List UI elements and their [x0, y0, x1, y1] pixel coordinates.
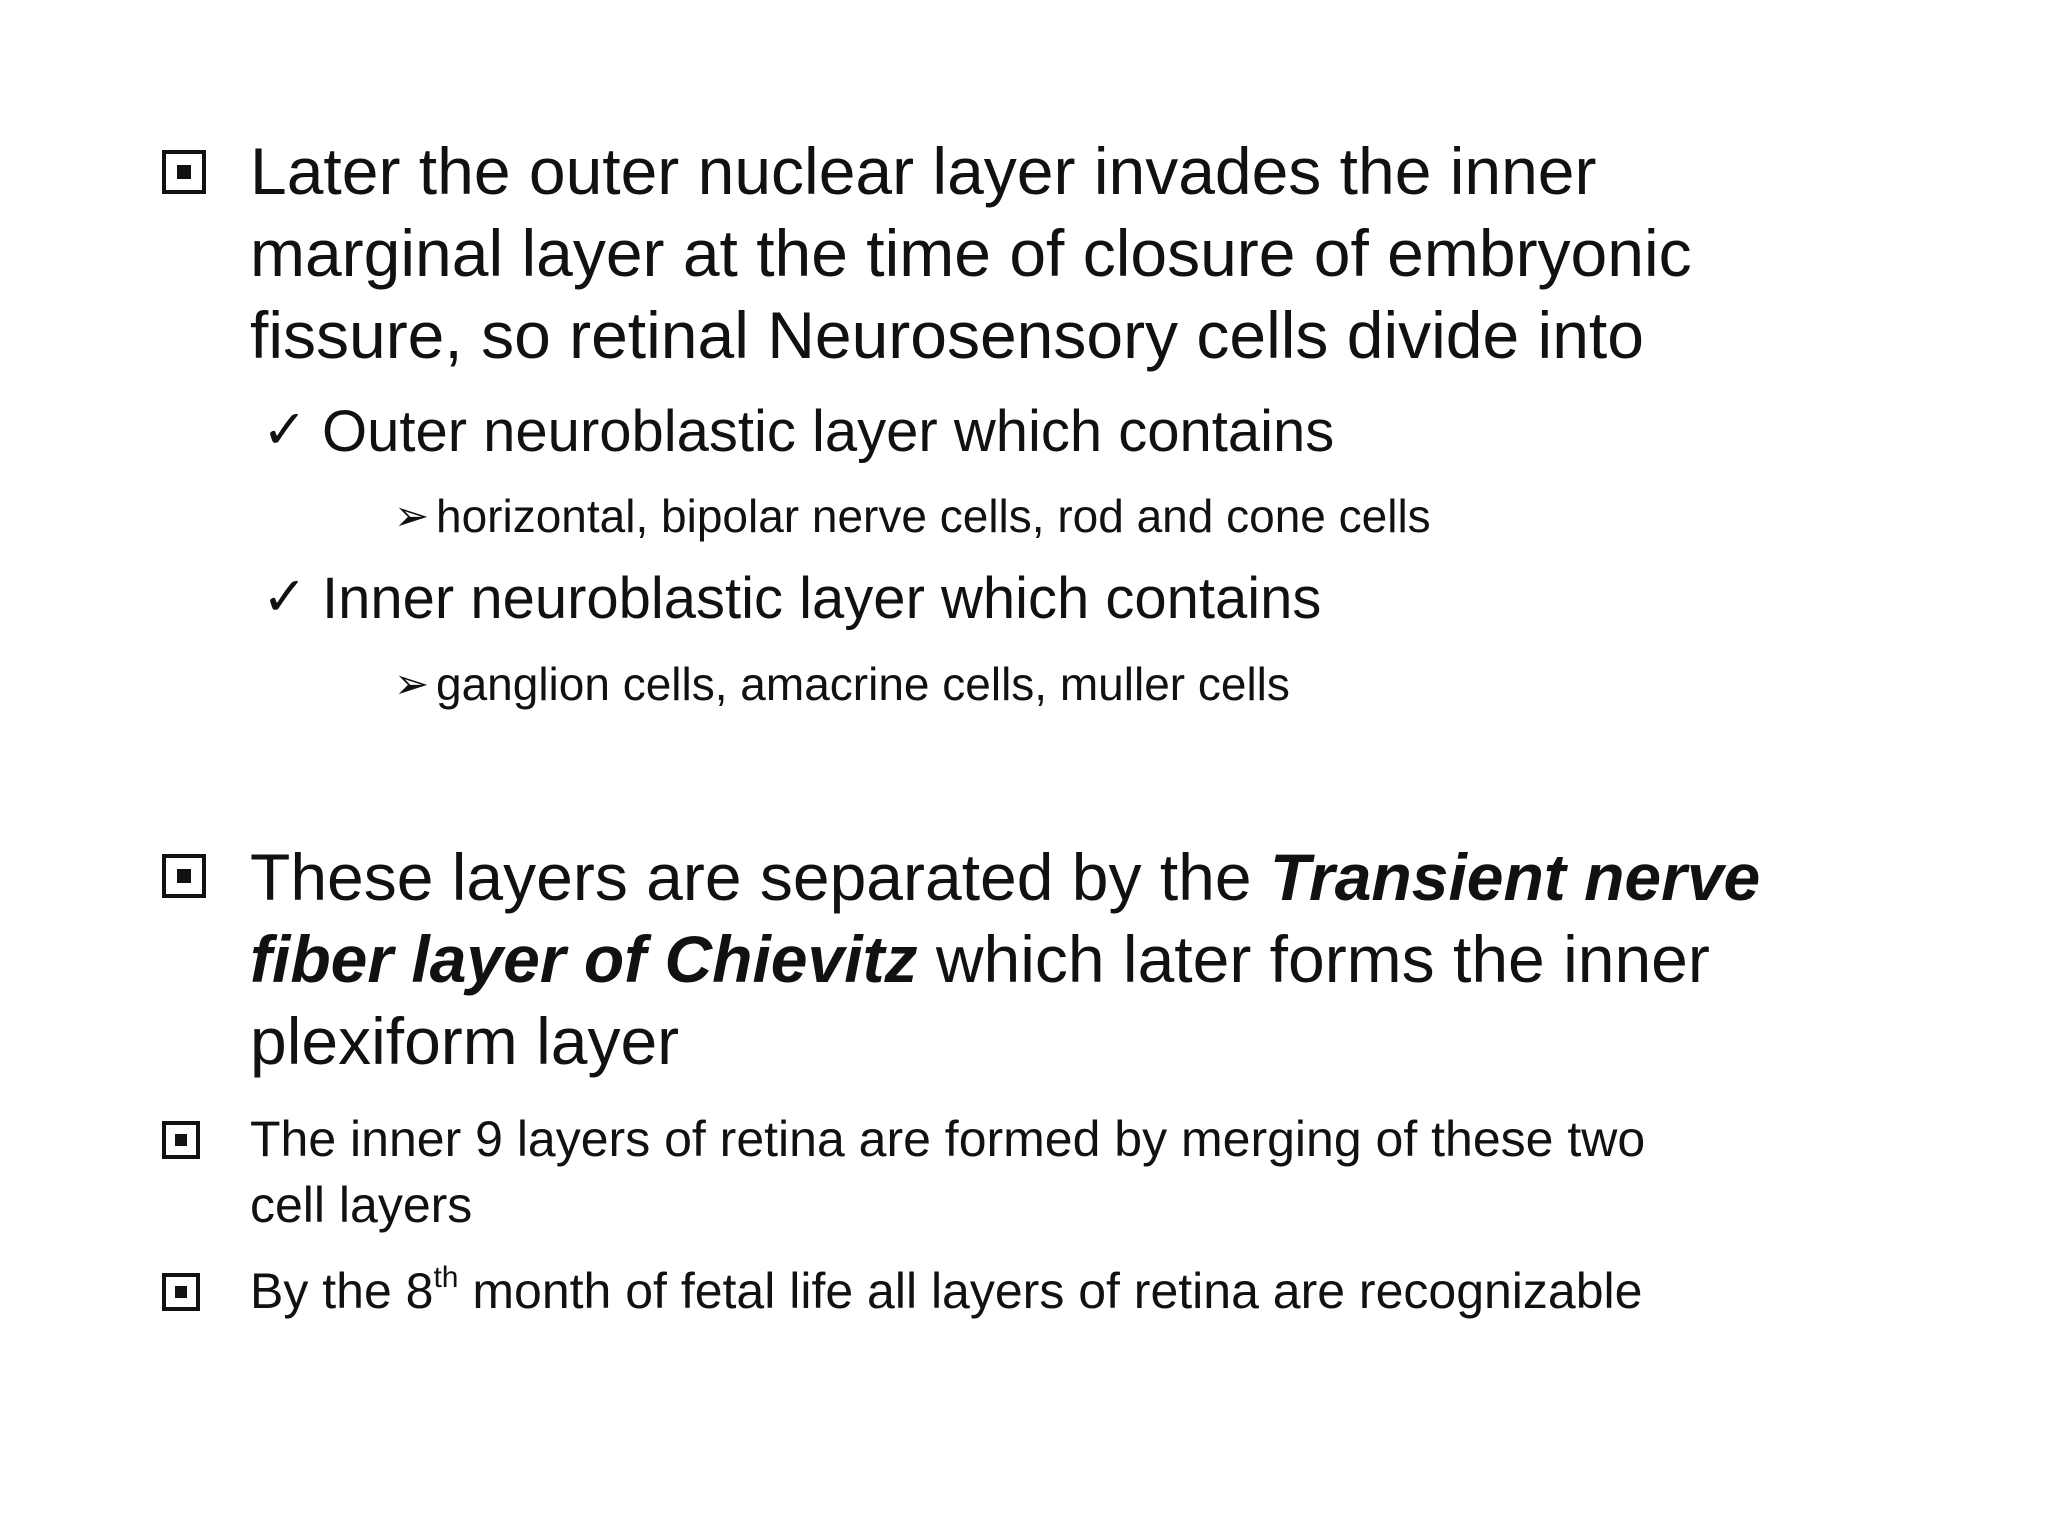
bullet-box-icon [162, 150, 206, 194]
arrowhead-bullet-icon: ➢ [394, 660, 430, 707]
bullet2-post: which later forms the inner [917, 922, 1710, 996]
bullet1-line1: Later the outer nuclear layer invades the inner [250, 134, 1597, 208]
bullet4-post: month of fetal life all layers of retina are recognizable [458, 1263, 1643, 1319]
sub1-label: Outer neuroblastic layer which contains [322, 399, 1335, 464]
bullet2-emphasis2: fiber layer of Chievitz [250, 922, 918, 996]
bullet1-line3: fissure, so retinal Neurosensory cells divide into [250, 298, 1644, 372]
sub1-detail: horizontal, bipolar nerve cells, rod and cone cells [436, 490, 1431, 542]
bullet4-superscript: th [433, 1261, 459, 1294]
bullet-box-icon [162, 1121, 200, 1159]
arrowhead-bullet-icon: ➢ [394, 492, 430, 539]
bullet2-line3: plexiform layer [250, 1004, 680, 1078]
bullet2-pre: These layers are separated by the [250, 840, 1270, 914]
bullet-box-icon [162, 854, 206, 898]
sub2-label: Inner neuroblastic layer which contains [322, 566, 1322, 631]
bullet3-line2: cell layers [250, 1177, 473, 1233]
bullet2-line1 [250, 836, 1760, 918]
sub2-detail: ganglion cells, amacrine cells, muller cells [436, 658, 1290, 710]
bullet3-line1: The inner 9 layers of retina are formed by merging of these two [250, 1111, 1646, 1167]
bullet1-line2: marginal layer at the time of closure of embryonic [250, 216, 1692, 290]
bullet2-line2 [250, 918, 1710, 1000]
check-mark-icon: ✓ [262, 400, 308, 460]
bullet4-pre: By the 8 [250, 1263, 434, 1319]
check-mark-icon: ✓ [262, 567, 308, 627]
bullet4-line [250, 1258, 1642, 1324]
bullet2-emphasis1: Transient nerve [1269, 840, 1761, 914]
bullet-box-icon [162, 1273, 200, 1311]
